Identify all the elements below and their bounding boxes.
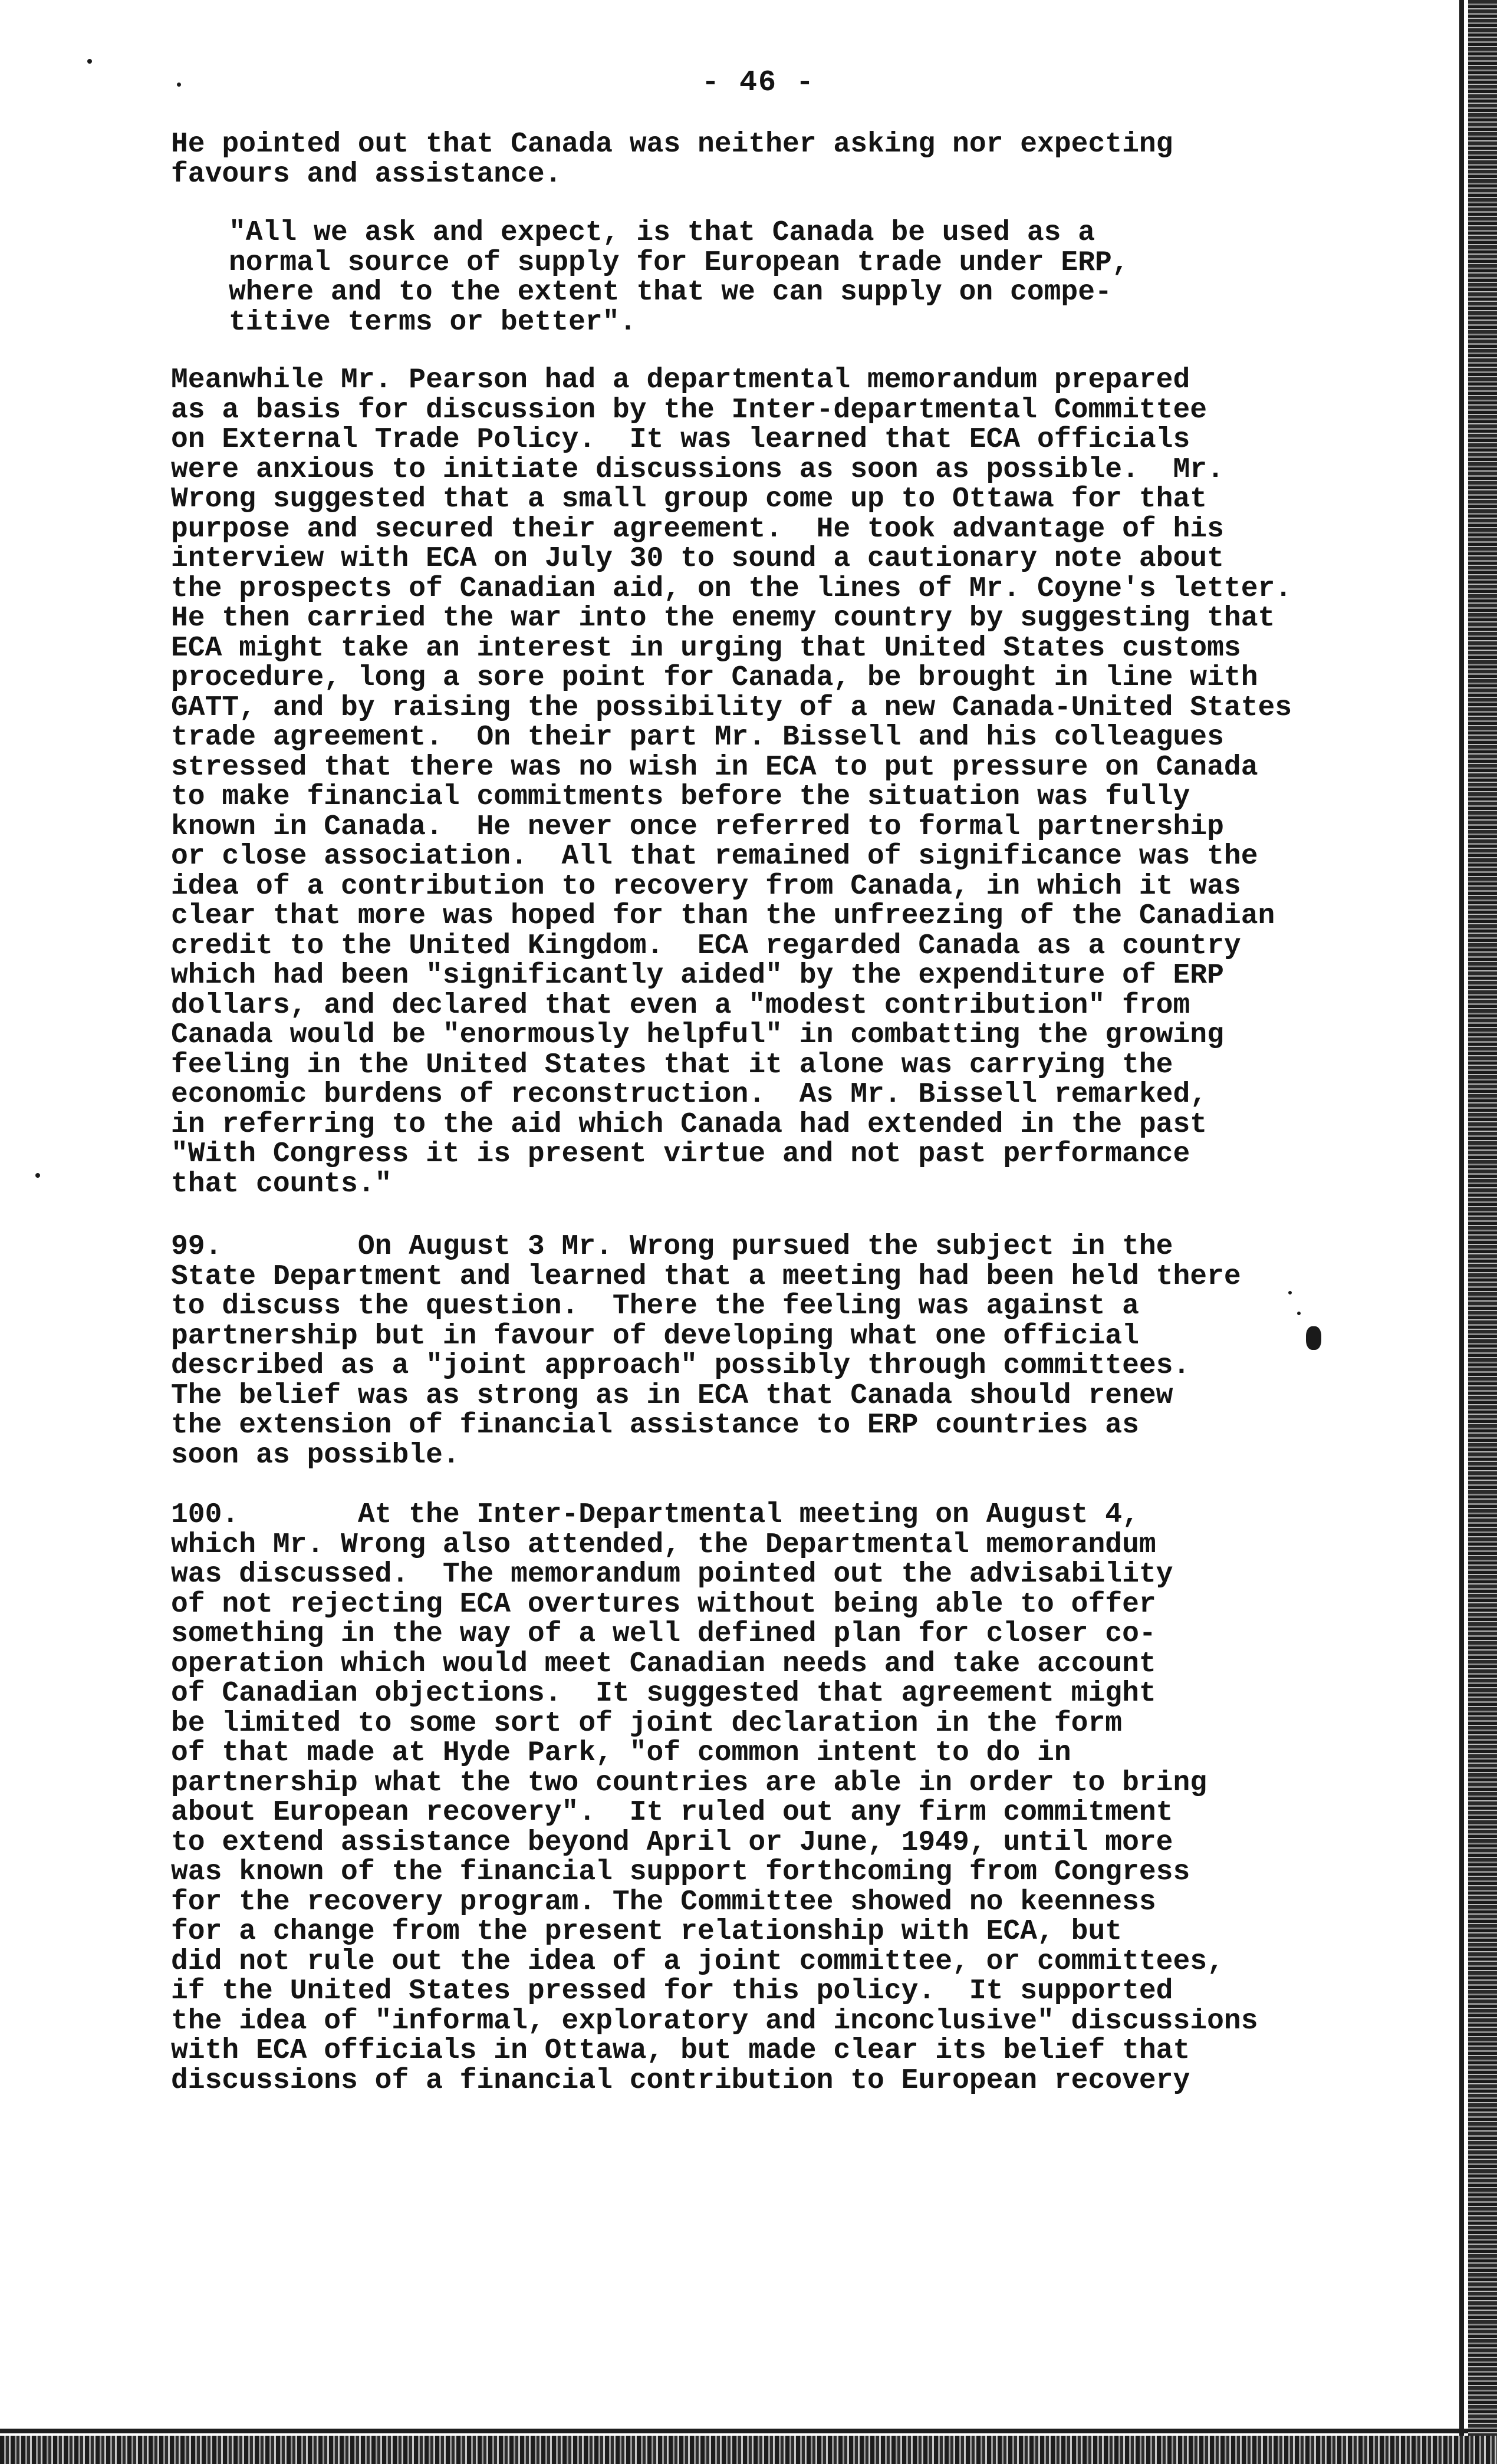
scan-speck <box>87 59 92 64</box>
page-number: - 46 - <box>702 66 815 100</box>
paragraph-meanwhile: Meanwhile Mr. Pearson had a departmental memorandum prepared as a basis for discussion by the Inter-departmental Committee on External Trade Policy. It was learned that ECA officials were anxious to initiate discussions as soon as possible. Mr. Wrong suggested that a small group come up to Ottawa for that purpose and secured their agreement. He took advantage of his interview with ECA on July 30 to sound a cautionary note about the prospects of Canadian aid, on the lines of Mr. Coyne's letter. He then carried the war into the enemy country by suggesting that ECA might take an interest in urging that United States customs procedure, long a sore point for Canada, be brought in line with GATT, and by raising the possibility of a new Canada-United States trade agreement. On their part Mr. Bissell and his colleagues stressed that there was no wish in ECA to put pressure on Canada to make financial commitments before the situation was fully known in Canada. He never once referred to formal partnership or close association. All that remained of significance was the idea of a contribution to recovery from Canada, in which it was clear that more was hoped for than the unfreezing of the Canadian credit to the United Kingdom. ECA regarded Canada as a country which had been "significantly aided" by the expenditure of ERP dollars, and declared that even a "modest contribution" from Canada would be "enormously helpful" in combatting the growing feeling in the United States that it alone was carrying the economic burdens of reconstruction. As Mr. Bissell remarked, in referring to the aid which Canada had extended in the past "With Congress it is present virtue and not past performance that counts." <box>171 364 1292 1200</box>
scan-speck <box>1297 1312 1301 1315</box>
scan-ink-blot <box>1306 1326 1321 1350</box>
scan-speck <box>177 83 181 87</box>
paragraph-99: 99. On August 3 Mr. Wrong pursued the subject in the State Department and learned that a meeting had been held there to discuss the question. There the feeling was against a partnership but in favour of developing what one official described as a "joint approach" possibly through committees. The belief was as strong as in ECA that Canada should renew the extension of financial assistance to ERP countries as soon as possible. <box>171 1231 1241 1471</box>
scan-binding-edge-right <box>1459 0 1464 2464</box>
scan-speck <box>1288 1291 1292 1294</box>
paragraph-100: 100. At the Inter-Departmental meeting on August 4, which Mr. Wrong also attended, the Departmental memorandum was discussed. The memorandum pointed out the advisability of not rejecting ECA overtures without being able to offer something in the way of a well defined plan for closer co- operation which would meet Canadian needs and take account of Canadian objections. It suggested that agreement might be limited to some sort of joint declaration in the form of that made at Hyde Park, "of common intent to do in partnership what the two countries are able in order to bring about European recovery". It ruled out any firm commitment to extend assistance beyond April or June, 1949, until more was known of the financial support forthcoming from Congress for the recovery program. The Committee showed no keenness for a change from the present relationship with ECA, but did not rule out the idea of a joint committee, or committees, if the United States pressed for this policy. It supported the idea of "informal, exploratory and inconclusive" discussions with ECA officials in Ottawa, but made clear its belief that discussions of a financial contribution to European recovery <box>171 1499 1258 2097</box>
scan-binding-strip-bottom <box>0 2436 1497 2464</box>
scan-binding-edge-bottom <box>0 2429 1468 2433</box>
scan-binding-strip-right <box>1468 0 1497 2464</box>
paragraph-intro: He pointed out that Canada was neither asking nor expecting favours and assistance. <box>171 129 1173 190</box>
block-quote: "All we ask and expect, is that Canada be used as a normal source of supply for European trade under ERP, where and to the extent that we can supply on compe- titive terms or better". <box>229 217 1129 338</box>
scan-speck <box>35 1173 40 1178</box>
